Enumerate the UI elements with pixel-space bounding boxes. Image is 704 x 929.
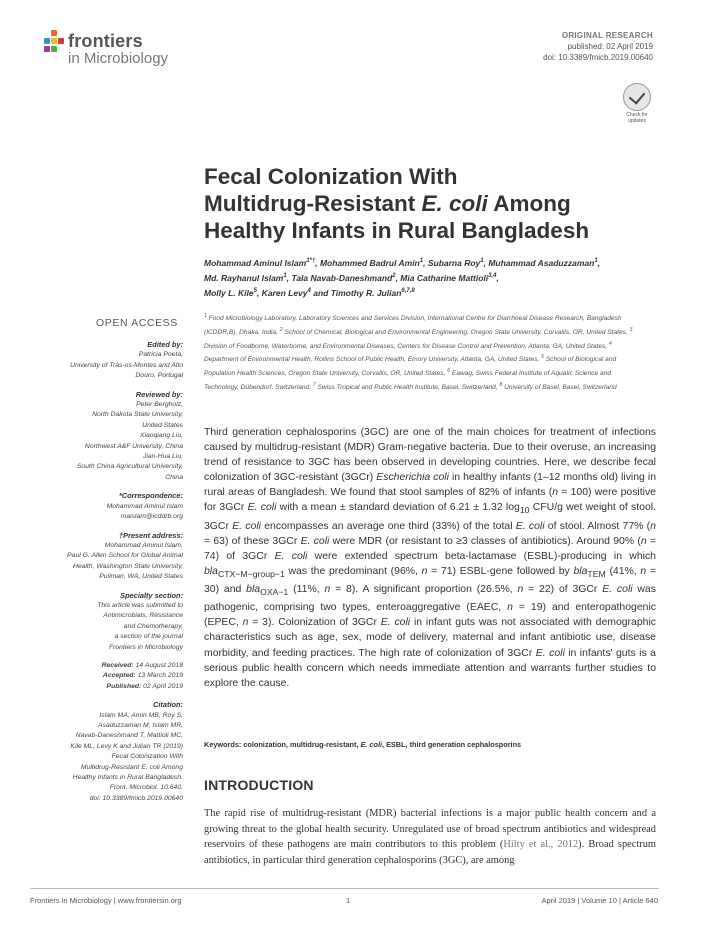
author-affiliation-marker: 1 — [419, 258, 424, 264]
title-line: Healthy Infants in Rural Bangladesh — [204, 218, 590, 243]
keywords-text: , ESBL, third generation cephalosporins — [382, 740, 522, 749]
abstract-subscript: 10 — [519, 505, 530, 516]
sidebar-line: Health, Washington State University, — [72, 562, 183, 570]
abstract-text: = 19) and enteropathogenic (EPEC, — [204, 602, 656, 629]
check-label-line1: Check for — [626, 112, 648, 118]
accepted-value: 13 March 2019 — [135, 672, 183, 680]
specialty-info — [30, 601, 183, 653]
sidebar-line: and Chemotherapy, — [123, 622, 183, 630]
abstract-gene: bla — [246, 584, 261, 596]
published-date: published: 02 April 2019 — [567, 42, 653, 51]
affiliation-text: Swiss Tropical and Public Health Institute, Basel, Switzerland, — [315, 384, 500, 392]
author-separator: , — [597, 257, 601, 268]
sidebar-line: Pullman, WA, United States — [99, 573, 183, 581]
keywords-organism: E. coli — [360, 740, 383, 749]
frontiers-logo-mark — [44, 30, 64, 52]
sidebar-line: Douro, Portugal — [135, 372, 183, 380]
title-text: Among — [487, 191, 571, 216]
section-heading: Edited by: — [147, 340, 183, 349]
sidebar-line: This article was submitted to — [97, 601, 183, 609]
author-affiliation-marker: 3,4 — [488, 272, 497, 279]
abstract-n: n — [640, 535, 647, 547]
author-name[interactable]: Tala Navab-Daneshmand — [291, 272, 393, 283]
abstract-organism: E. coli — [300, 535, 330, 547]
author-separator: , — [286, 272, 292, 283]
abstract-subscript: OXA−1 — [260, 587, 289, 598]
abstract-text: were MDR (or resistant to ≥3 classes of antibiotics). Around 90% ( — [329, 535, 641, 547]
section-heading: Citation: — [153, 700, 183, 710]
author-name[interactable]: Mohammed Badrul Amin — [319, 257, 420, 268]
affiliation-text: Division of Foodborne, Waterborne, and Environmental Diseases, Centers for Disease Control and Prevention, Atlanta, GA, United States, — [204, 342, 609, 350]
sidebar-line: a section of the journal — [114, 633, 183, 641]
section-heading: †Present address: — [118, 530, 183, 540]
abstract-subscript: CTX−M−group−1 — [217, 569, 285, 579]
author-name[interactable]: Timothy R. Julian — [330, 287, 402, 298]
footer-issue-info: April 2019 | Volume 10 | Article 640 — [541, 896, 658, 905]
check-updates-icon — [623, 83, 651, 111]
section-heading: Reviewed by: — [135, 389, 183, 399]
sidebar-line: Asaduzzaman M, Islam MR, — [98, 722, 183, 729]
citation-section — [30, 700, 183, 804]
sidebar-line: Paul G. Allen School for Global Animal — [67, 552, 183, 560]
logo-dot — [51, 46, 57, 52]
abstract — [204, 425, 656, 691]
correspondence-info[interactable] — [30, 502, 183, 523]
affiliation-text: School of Chemical, Biological and Environmental Engineering, Oregon State University, Corvallis, OR, United States, — [282, 328, 630, 336]
abstract-text: = 63) of these 3GCr — [204, 535, 301, 547]
sidebar-line: Navab-Daneshmand T, Mattioli MC, — [75, 732, 183, 740]
sidebar-line: Xiaoqiang Liu, — [139, 432, 183, 440]
keywords-label: Keywords: — [204, 740, 244, 749]
author-name[interactable]: Md. Rayhanul Islam — [204, 272, 284, 283]
sidebar-line: Jian-Hua Liu, — [142, 453, 183, 461]
citation-link[interactable]: Hilty et al., 2012 — [503, 839, 579, 850]
abstract-text: (41%, — [605, 565, 641, 577]
abstract-gene: bla — [573, 565, 588, 577]
introduction-text — [204, 806, 656, 868]
abstract-text: of stool. Almost 77% ( — [544, 520, 651, 532]
section-heading: Specialty section: — [120, 590, 183, 600]
sidebar-line: Healthy Infants in Rural Bangladesh. — [72, 774, 183, 782]
affiliation-marker: 3 — [629, 326, 633, 333]
editor-info — [30, 350, 183, 381]
abstract-text: in healthy infants (1–12 months old) living in rural areas of Bangladesh. We found that stool samples of 82% of infants ( — [204, 472, 657, 499]
check-label-line2: updates — [628, 118, 646, 124]
sidebar-line: Frontiers in Microbiology — [108, 643, 183, 651]
accepted-label: Accepted: — [102, 672, 136, 680]
abstract-organism: E. coli — [535, 647, 565, 659]
sidebar-line: Islam MA, Amin MB, Roy S, — [99, 711, 183, 719]
dates-section — [30, 661, 183, 692]
affiliation-text: Food Microbiology Laboratory, Laboratory Sciences and Services Division, International Centre for Diarrhoeal Disease Research, Bangladesh (ICDDR,B), Dhaka, India, — [204, 315, 622, 336]
author-name[interactable]: Karen Levy — [261, 287, 308, 298]
abstract-n: n — [421, 565, 428, 577]
abstract-organism: E. coli — [247, 502, 277, 514]
title-line: Fecal Colonization With — [204, 164, 458, 189]
keywords-text: colonization, multidrug-resistant, — [243, 740, 361, 749]
edited-by-section — [30, 340, 183, 382]
specialty-section — [30, 591, 183, 653]
abstract-text: = 30) and — [204, 565, 657, 596]
title-text: Multidrug-Resistant — [204, 191, 422, 216]
affiliation-marker: 4 — [609, 340, 612, 347]
article-info-sidebar — [30, 340, 183, 812]
abstract-text: (11%, — [288, 584, 325, 596]
abstract-organism: E. coli — [274, 550, 308, 562]
author-name[interactable]: Muhammad Asaduzzaman — [488, 257, 595, 268]
accepted-date — [30, 671, 183, 681]
affiliations — [204, 311, 644, 394]
author-separator: , — [315, 257, 320, 268]
author-affiliation-marker: 4 — [307, 287, 311, 294]
article-title — [204, 163, 664, 244]
sidebar-line: Northwest A&F University, China — [84, 442, 183, 450]
correspondence-section — [30, 491, 183, 522]
abstract-n: n — [507, 602, 513, 614]
sidebar-line: Kile ML, Levy K and Julian TR (2019) — [70, 742, 183, 750]
abstract-n: n — [517, 584, 524, 596]
author-name[interactable]: Mohammad Aminul Islam — [204, 257, 307, 268]
logo-dot — [44, 38, 50, 44]
sidebar-line: doi: 10.3389/fmicb.2019.00640 — [89, 794, 183, 802]
affiliation-marker: 2 — [279, 326, 283, 333]
abstract-text: = 71) ESBL-gene followed by — [427, 565, 574, 577]
abstract-gene: bla — [204, 565, 218, 577]
journal-logo[interactable] — [44, 28, 194, 72]
title-line — [204, 190, 664, 217]
present-address-info — [30, 541, 183, 583]
author-name[interactable]: Subarna Roy — [427, 257, 481, 268]
author-affiliation-marker: 6,7,8 — [401, 287, 415, 294]
abstract-text: = 8). A significant proportion (26.5%, — [330, 584, 518, 596]
author-affiliation-marker: 2 — [392, 272, 396, 279]
sidebar-line: North Dakota State University, — [92, 411, 183, 419]
footer-journal-link[interactable]: Frontiers in Microbiology | www.frontiersin.org — [30, 896, 182, 905]
abstract-text: = 22) of 3GCr — [523, 584, 603, 596]
abstract-text: in infants' guts is a serious public health concern which needs immediate attention and warrants further studies to explore the cause. — [204, 647, 656, 689]
abstract-organism: E. coli — [515, 520, 545, 532]
abstract-n: n — [552, 487, 559, 499]
open-access-label: OPEN ACCESS — [96, 317, 178, 329]
abstract-text: = 74) of 3GCr — [204, 535, 656, 562]
affiliation-marker: 1 — [204, 313, 207, 319]
logo-dot — [51, 30, 57, 36]
published-label: Published: — [106, 682, 142, 690]
sidebar-line: Peter Bergholz, — [136, 401, 183, 409]
received-label: Received: — [101, 661, 134, 669]
abstract-text: CFU/g wet weight of stool. 3GCr — [204, 502, 656, 532]
author-separator: , — [483, 257, 489, 268]
author-separator: , — [256, 287, 262, 298]
received-value: 14 August 2018 — [133, 661, 183, 669]
author-separator: , — [395, 272, 401, 283]
article-type: ORIGINAL RESEARCH — [561, 31, 653, 40]
sidebar-line: Patricia Poeta, — [138, 351, 183, 359]
received-date — [30, 661, 183, 671]
abstract-organism: E. coli — [602, 584, 633, 596]
keywords — [204, 740, 656, 749]
abstract-text: was the predominant (96%, — [284, 565, 422, 577]
section-heading: *Correspondence: — [118, 491, 183, 501]
abstract-text: = 100) were positive for 3GCr — [204, 487, 656, 514]
journal-name: in Microbiology — [68, 50, 169, 67]
sidebar-line: maislam@icddrb.org — [120, 513, 183, 521]
sidebar-line: Antimicrobials, Resistance — [103, 612, 183, 620]
present-address-section — [30, 531, 183, 583]
sidebar-line: University of Trás-os-Montes and Alto — [70, 361, 183, 369]
abstract-n: n — [324, 584, 331, 596]
check-for-updates-button[interactable] — [622, 83, 652, 124]
affiliation-text: School of Biological and Population Health Sciences, Oregon State University, Corvallis, OR, United States, — [204, 356, 617, 378]
sidebar-line: Fecal Colonization With — [111, 753, 183, 761]
published-date-side — [30, 682, 183, 692]
affiliation-text: Eawag, Swiss Federal Institute of Aquatic Science and Technology, Dübendorf, Switzerland, — [204, 370, 612, 392]
abstract-organism: E. coli — [232, 520, 261, 532]
reviewer-info — [30, 400, 183, 483]
sidebar-line: Mohammad Aminul Islam, — [104, 541, 183, 549]
doi-link[interactable]: doi: 10.3389/fmicb.2019.00640 — [543, 53, 653, 62]
published-value: 02 April 2019 — [141, 682, 183, 690]
logo-dot — [51, 38, 57, 44]
abstract-n: n — [640, 565, 647, 577]
author-affiliation-marker: 1 — [594, 258, 598, 264]
abstract-text: = 3). Colonization of 3GCr — [248, 617, 381, 629]
affiliation-marker: 7 — [312, 381, 316, 388]
section-heading-introduction: INTRODUCTION — [204, 777, 314, 793]
page-number: 1 — [346, 896, 351, 905]
abstract-subscript: TEM — [587, 569, 606, 579]
abstract-n: n — [650, 520, 656, 532]
sidebar-line: Front. Microbiol. 10:640. — [109, 784, 183, 792]
article-meta — [543, 30, 653, 63]
abstract-text: was pathogenic, comprising two types, enteroaggregative (EAEC, — [204, 584, 656, 614]
brand-name: frontiers — [68, 31, 143, 51]
logo-dot — [44, 46, 50, 52]
abstract-text: encompasses an average one third (33%) of the total — [260, 520, 516, 532]
affiliation-text: University of Basel, Basel, Switzerland — [502, 384, 617, 392]
abstract-text: with a mean ± standard deviation of 6.21 ± 1.32 log — [276, 502, 520, 514]
abstract-organism: E. coli — [380, 617, 411, 629]
author-name[interactable]: Mia Catharine Mattioli — [400, 272, 489, 283]
abstract-text: in infant guts was not associated with demographic characteristics such as age, sex, mode of delivery, maternal and infant antibiotic use, disease morbidity, and feeding practices. The high rate of colonization of 3GCr — [204, 617, 656, 659]
abstract-n: n — [242, 617, 249, 629]
sidebar-line: Multidrug-Resistant E. coli Among — [80, 763, 183, 771]
sidebar-line: Mohammad Aminul Islam — [106, 502, 183, 510]
affiliation-marker: 8 — [499, 381, 503, 388]
intro-text: ). Broad spectrum antibiotics, in particular third generation cephalosporins (3GC), are among — [204, 839, 656, 866]
affiliation-marker: 5 — [541, 354, 544, 361]
abstract-text: were extended spectrum beta-lactamase (ESBL)-producing in which — [307, 550, 656, 562]
footer-divider — [30, 888, 659, 889]
citation-info — [30, 711, 183, 805]
abstract-text: Third generation cephalosporins (3GC) are one of the main choices for treatment of infections caused by multidrug-resistant (MDR) Gram-negative bacteria. Due to their overuse, an increasing trend of resistance to 3GC has been observed in developing countries. Here, we describe fecal colonization of 3GC-resistant (3GCr) — [204, 427, 656, 484]
author-separator: and — [310, 287, 331, 298]
logo-dot — [58, 38, 64, 44]
author-affiliation-marker: 1 — [283, 272, 287, 279]
title-organism: E. coli — [421, 191, 488, 216]
check-updates-label — [622, 112, 652, 124]
author-affiliation-marker: 1*† — [306, 258, 316, 264]
reviewed-by-section — [30, 390, 183, 484]
author-name[interactable]: Molly L. Kile — [204, 287, 254, 298]
author-separator: , — [496, 272, 499, 283]
author-affiliation-marker: 5 — [253, 287, 257, 294]
affiliation-marker: 6 — [447, 368, 451, 375]
intro-text: The rapid rise of multidrug-resistant (MDR) bacterial infections is a major public health concern and a growing threat to the global health security. Unregulated use of broad spectrum antibiotics and widespread reservoirs of these pathogens are main contributors to this problem ( — [204, 808, 656, 850]
sidebar-line: South China Agricultural University, — [76, 463, 183, 471]
sidebar-line: China — [165, 473, 183, 481]
affiliation-text: Department of Environmental Health, Rollins School of Public Health, Emory University, Atlanta, GA, United States, — [204, 356, 542, 364]
author-list — [204, 255, 624, 299]
author-affiliation-marker: 1 — [480, 258, 484, 264]
author-separator: , — [423, 257, 428, 268]
sidebar-line: United States — [142, 421, 183, 429]
abstract-organism: Escherichia coli — [376, 472, 449, 484]
